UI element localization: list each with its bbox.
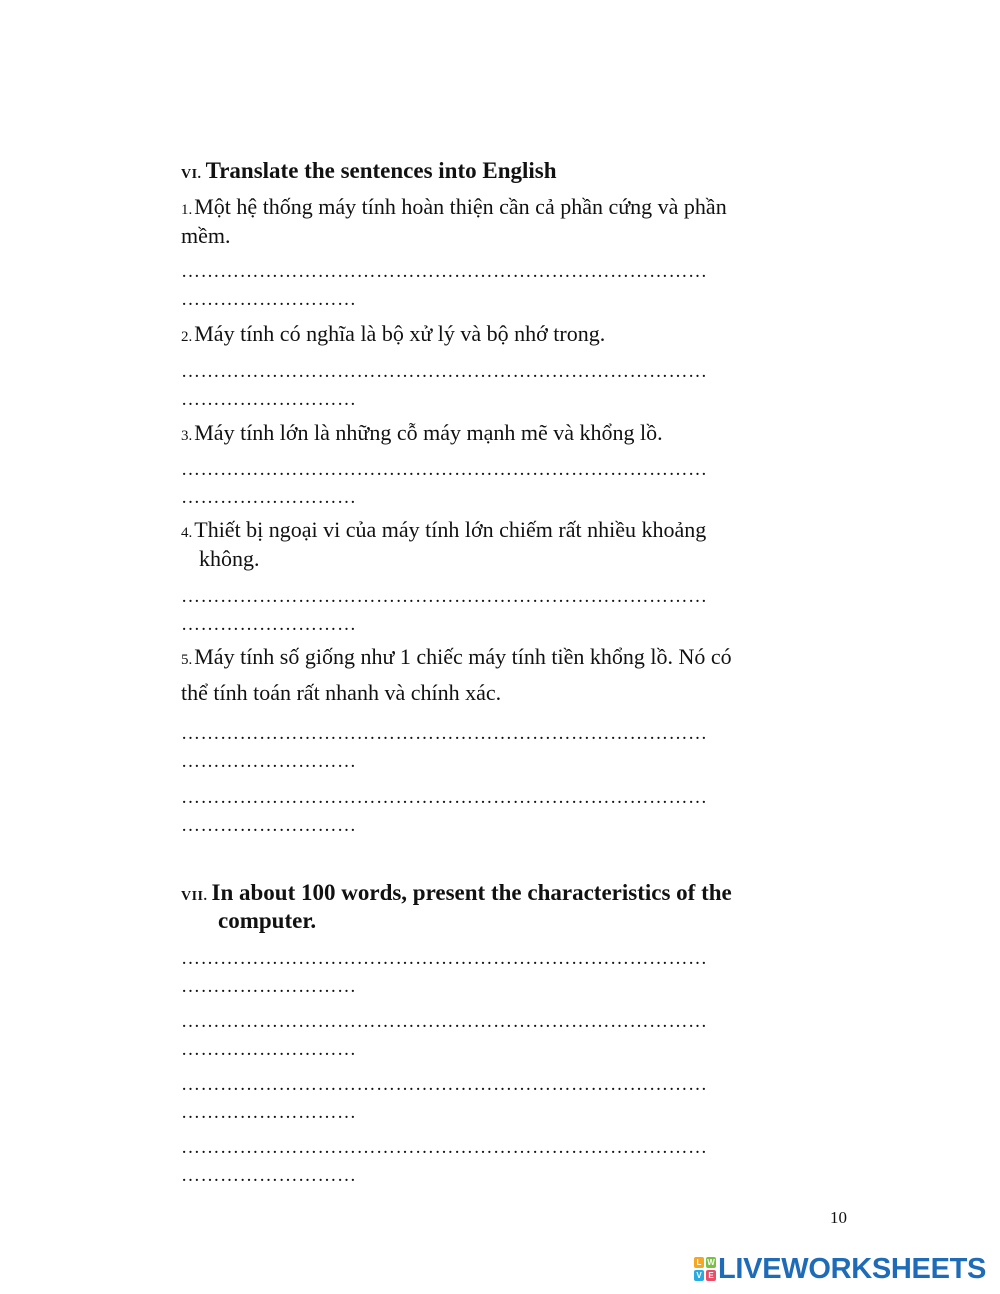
answer-line-5a-end[interactable]: ………………………: [181, 751, 357, 772]
essay-line-2[interactable]: ………………………………………………………………………: [181, 1011, 708, 1032]
answer-line-3[interactable]: ………………………………………………………………………: [181, 459, 708, 480]
section-vii-numeral: VII.: [181, 889, 208, 904]
essay-line-3-end[interactable]: ………………………: [181, 1102, 357, 1123]
essay-line-2-end[interactable]: ………………………: [181, 1039, 357, 1060]
sentence-text: Thiết bị ngoại vi của máy tính lớn chiếm rất nhiều khoảng: [194, 517, 707, 542]
section-vii-heading: [181, 880, 732, 906]
section-vi-heading: [181, 158, 557, 184]
answer-line-2-end[interactable]: ………………………: [181, 389, 357, 410]
answer-line-4-end[interactable]: ………………………: [181, 614, 357, 635]
answer-line-4[interactable]: ………………………………………………………………………: [181, 586, 708, 607]
logo-mark-letter: V: [694, 1270, 704, 1281]
essay-line-4[interactable]: ………………………………………………………………………: [181, 1137, 708, 1158]
liveworksheets-logo-icon: [694, 1257, 716, 1281]
essay-line-1[interactable]: ………………………………………………………………………: [181, 948, 708, 969]
essay-line-1-end[interactable]: ………………………: [181, 976, 357, 997]
answer-line-1-end[interactable]: ………………………: [181, 289, 357, 310]
logo-mark-letter: E: [706, 1270, 716, 1281]
sentence-text: Một hệ thống máy tính hoàn thiện cần cả phần cứng và phần: [194, 194, 727, 219]
page-number: 10: [830, 1208, 847, 1227]
answer-line-3-end[interactable]: ………………………: [181, 487, 357, 508]
essay-line-4-end[interactable]: ………………………: [181, 1165, 357, 1186]
sentence-4-continuation: không.: [199, 546, 260, 571]
liveworksheets-logo-text: LIVEWORKSHEETS: [718, 1252, 987, 1285]
sentence-1-continuation: mềm.: [181, 223, 231, 248]
sentence-5: [181, 644, 732, 670]
sentence-3: [181, 420, 663, 446]
sentence-number: 4.: [181, 525, 193, 541]
section-vii-title: In about 100 words, present the characteristics of the: [211, 880, 732, 905]
answer-line-5a[interactable]: ………………………………………………………………………: [181, 723, 708, 744]
logo-mark-letter: L: [694, 1257, 704, 1268]
essay-line-3[interactable]: ………………………………………………………………………: [181, 1074, 708, 1095]
answer-line-1[interactable]: ………………………………………………………………………: [181, 261, 708, 282]
answer-line-2[interactable]: ………………………………………………………………………: [181, 361, 708, 382]
sentence-text: Máy tính lớn là những cỗ máy mạnh mẽ và khổng lồ.: [194, 420, 663, 445]
sentence-2: [181, 321, 605, 347]
sentence-text: Máy tính số giống như 1 chiếc máy tính tiền khổng lồ. Nó có: [194, 644, 732, 669]
liveworksheets-logo[interactable]: [694, 1254, 986, 1284]
section-vii-title-continuation: computer.: [218, 908, 317, 933]
sentence-number: 5.: [181, 652, 193, 668]
section-vi-numeral: VI.: [181, 167, 202, 182]
answer-line-5b[interactable]: ………………………………………………………………………: [181, 787, 708, 808]
sentence-4: [181, 517, 706, 543]
logo-mark-letter: W: [707, 1258, 715, 1267]
sentence-number: 1.: [181, 202, 193, 218]
sentence-5-continuation: thể tính toán rất nhanh và chính xác.: [181, 680, 502, 705]
sentence-text: Máy tính có nghĩa là bộ xử lý và bộ nhớ trong.: [194, 321, 606, 346]
sentence-number: 2.: [181, 329, 193, 345]
sentence-number: 3.: [181, 428, 193, 444]
sentence-1: [181, 194, 727, 220]
answer-line-5b-end[interactable]: ………………………: [181, 815, 357, 836]
section-vi-title: Translate the sentences into English: [205, 158, 557, 183]
